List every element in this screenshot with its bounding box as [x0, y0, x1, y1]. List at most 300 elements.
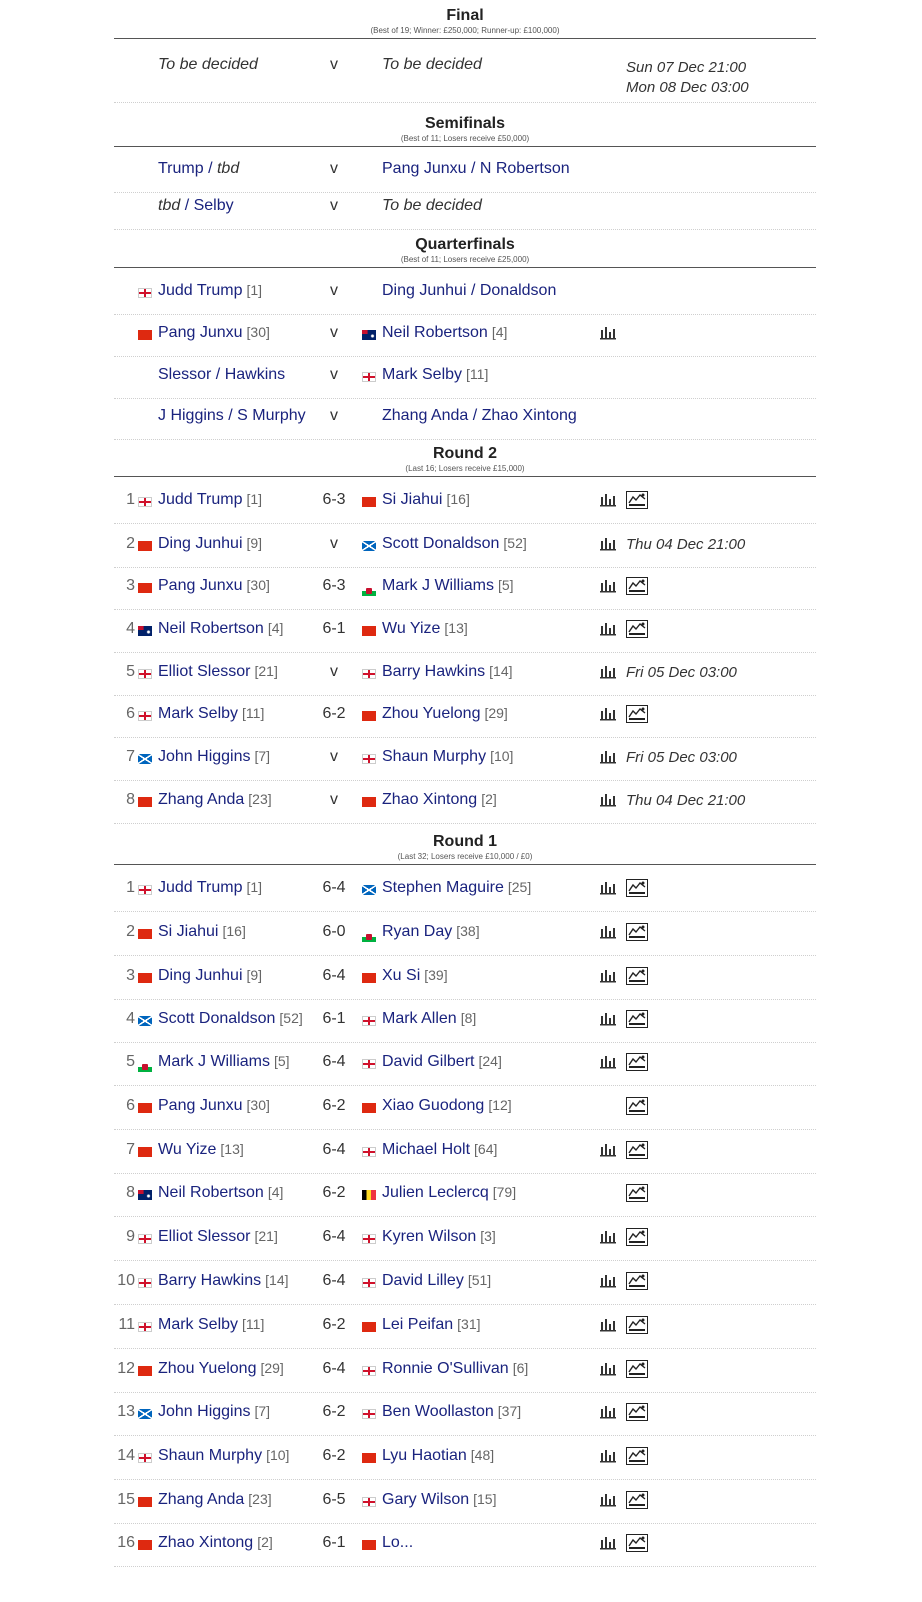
match-number: 6 [126, 705, 135, 722]
player1-seed: [23] [248, 1491, 272, 1507]
player1-label: Ding Junhui [158, 535, 243, 552]
player2-name[interactable] [382, 791, 497, 809]
player2-flag-icon [362, 797, 376, 807]
player2-flag-icon [362, 1278, 376, 1288]
match-number: 10 [117, 1272, 135, 1289]
player2-seed: [13] [444, 620, 468, 636]
player2-label: Zhou Yuelong [382, 705, 481, 722]
match-date-line: Thu 04 Dec 21:00 [626, 792, 746, 809]
player2-flag-icon [362, 1540, 376, 1550]
match-score: 6-2 [322, 705, 346, 722]
player2-flag-icon [362, 711, 376, 721]
player1-label: Mark Selby [158, 705, 239, 722]
player2-name[interactable] [382, 1491, 496, 1509]
frame-scores-icon[interactable] [626, 923, 648, 941]
player1-label: Scott Donaldson [158, 1010, 276, 1027]
match-row [114, 695, 816, 738]
player2-seed: [3] [480, 1228, 496, 1244]
player2-name[interactable] [382, 620, 468, 638]
player1-name[interactable] [158, 577, 270, 595]
player2-label: To be decided [382, 56, 482, 73]
player1-label: Neil Robertson [158, 1184, 264, 1201]
player2-label: David Lilley [382, 1272, 464, 1289]
match-number: 1 [126, 491, 135, 508]
player2-label: Lyu Haotian [382, 1447, 467, 1464]
match-number: 2 [126, 535, 135, 552]
player2-seed: [12] [488, 1097, 512, 1113]
player2-seed: [38] [456, 923, 480, 939]
player1-name-part: tbd [158, 197, 181, 214]
head-to-head-icon[interactable] [600, 969, 616, 983]
player1-flag-icon [138, 497, 152, 507]
head-to-head-icon[interactable] [600, 1449, 616, 1463]
player2-label: Si Jiahui [382, 491, 443, 508]
match-score: 6-4 [322, 1053, 346, 1070]
match-row [114, 869, 816, 912]
match-row [114, 187, 816, 230]
player1-name-part: / Selby [180, 197, 234, 214]
player1-name[interactable] [158, 535, 262, 553]
player1-name[interactable] [158, 324, 270, 342]
player1-name[interactable] [158, 1053, 290, 1071]
player2-label: Ronnie O'Sullivan [382, 1360, 509, 1377]
player1-seed: [21] [254, 663, 278, 679]
player2-name[interactable] [382, 1141, 497, 1159]
match-number: 4 [126, 1010, 135, 1027]
player1-flag-icon [138, 1409, 152, 1419]
match-number: 1 [126, 879, 135, 896]
player2-flag-icon [362, 1453, 376, 1463]
player1-label: Wu Yize [158, 1141, 217, 1158]
player1-flag-icon [138, 1016, 152, 1026]
player1-name[interactable] [158, 1010, 303, 1028]
head-to-head-icon[interactable] [600, 1012, 616, 1026]
match-score: v [330, 535, 338, 552]
player1-seed: [7] [254, 1403, 271, 1419]
player1-name[interactable] [158, 160, 239, 178]
round-header [114, 6, 816, 39]
player2-label: Michael Holt [382, 1141, 471, 1158]
head-to-head-icon[interactable] [600, 665, 616, 679]
frame-scores-icon[interactable] [626, 1360, 648, 1378]
player2-name[interactable] [382, 197, 482, 215]
player2-name[interactable] [382, 56, 482, 74]
frame-scores-icon[interactable] [626, 1097, 648, 1115]
player1-seed: [9] [246, 967, 263, 983]
head-to-head-icon[interactable] [600, 793, 616, 807]
match-row [114, 781, 816, 824]
match-score: v [330, 748, 338, 765]
player2-name[interactable] [382, 1360, 528, 1378]
match-row [114, 1131, 816, 1174]
player1-flag-icon [138, 669, 152, 679]
match-score: 6-4 [322, 1360, 346, 1377]
player2-flag-icon [362, 1059, 376, 1069]
match-score: 6-2 [322, 1447, 346, 1464]
frame-scores-icon[interactable] [626, 1184, 648, 1202]
player1-seed: [21] [254, 1228, 278, 1244]
player2-name[interactable] [382, 1403, 521, 1421]
player1-name[interactable] [158, 1491, 272, 1509]
match-row [114, 1437, 816, 1480]
head-to-head-icon[interactable] [600, 1230, 616, 1244]
player2-name[interactable] [382, 366, 488, 384]
player1-seed: [29] [260, 1360, 284, 1376]
round-title: Quarterfinals [415, 236, 515, 253]
player2-name[interactable] [382, 663, 513, 681]
player1-name[interactable] [158, 748, 270, 766]
match-score: 6-4 [322, 967, 346, 984]
player2-flag-icon [362, 1234, 376, 1244]
match-score: 6-4 [322, 1141, 346, 1158]
player2-name[interactable] [382, 967, 448, 985]
player1-name[interactable] [158, 197, 234, 215]
player1-name[interactable] [158, 1316, 264, 1334]
match-row [114, 397, 816, 440]
match-row [114, 567, 816, 610]
player2-flag-icon [362, 1366, 376, 1376]
player1-name[interactable] [158, 1447, 289, 1465]
match-row [114, 356, 816, 399]
player1-label: To be decided [158, 56, 258, 73]
match-row [114, 1393, 816, 1436]
player1-label: Zhao Xintong [158, 1534, 254, 1551]
player1-seed: [1] [246, 282, 263, 298]
player2-label: David Gilbert [382, 1053, 475, 1070]
match-number: 3 [126, 577, 135, 594]
match-score: 6-3 [322, 491, 346, 508]
player1-label: Mark Selby [158, 1316, 239, 1333]
player2-name[interactable] [382, 535, 527, 553]
round-title: Semifinals [424, 115, 506, 132]
player1-seed: [4] [267, 1184, 284, 1200]
head-to-head-icon[interactable] [600, 1274, 616, 1288]
match-number: 6 [126, 1097, 135, 1114]
match-score: v [330, 282, 338, 299]
frame-scores-icon[interactable] [626, 1491, 648, 1509]
head-to-head-icon[interactable] [600, 750, 616, 764]
player1-seed: [13] [220, 1141, 244, 1157]
frame-scores-icon[interactable] [626, 705, 648, 723]
player2-flag-icon [362, 932, 376, 942]
player1-name[interactable] [158, 663, 278, 681]
player1-flag-icon [138, 1062, 152, 1072]
match-number: 8 [126, 1184, 135, 1201]
player1-name[interactable] [158, 923, 246, 941]
match-row [114, 1087, 816, 1130]
round-header [114, 444, 816, 477]
player1-name[interactable] [158, 491, 262, 509]
player1-name[interactable] [158, 56, 258, 74]
frame-scores-icon[interactable] [626, 1447, 648, 1465]
match-date-line: Fri 05 Dec 03:00 [626, 749, 737, 766]
match-score: 6-2 [322, 1184, 346, 1201]
match-score: 6-4 [322, 879, 346, 896]
player2-label: Ding Junhui / Donaldson [382, 282, 557, 299]
player1-name[interactable] [158, 1360, 284, 1378]
player1-seed: [2] [257, 1534, 273, 1550]
head-to-head-icon[interactable] [600, 1318, 616, 1332]
player1-name[interactable] [158, 1534, 273, 1552]
player2-label: Shaun Murphy [382, 748, 487, 765]
match-row [114, 913, 816, 956]
player1-label: Elliot Slessor [158, 663, 251, 680]
match-date-line: Mon 08 Dec 03:00 [626, 79, 749, 96]
player2-seed: [31] [457, 1316, 481, 1332]
player2-name[interactable] [382, 923, 480, 941]
player1-flag-icon [138, 288, 152, 298]
player2-flag-icon [362, 497, 376, 507]
player2-label: Mark Allen [382, 1010, 457, 1027]
player2-name[interactable] [382, 282, 556, 300]
head-to-head-icon[interactable] [600, 1055, 616, 1069]
player1-flag-icon [138, 1278, 152, 1288]
match-score: 6-0 [322, 923, 346, 940]
match-score: 6-1 [322, 1534, 346, 1551]
player1-flag-icon [138, 711, 152, 721]
head-to-head-icon[interactable] [600, 1405, 616, 1419]
player2-flag-icon [362, 626, 376, 636]
round-subtitle: (Best of 11; Losers receive £25,000) [400, 255, 530, 264]
match-number: 14 [117, 1447, 135, 1464]
frame-scores-icon[interactable] [626, 1316, 648, 1334]
player1-label: John Higgins [158, 1403, 251, 1420]
player2-label: Barry Hawkins [382, 663, 486, 680]
player1-name[interactable] [158, 620, 283, 638]
player2-name[interactable] [382, 1010, 476, 1028]
player2-label: Neil Robertson [382, 324, 488, 341]
player2-label: Lo... [382, 1534, 414, 1551]
round-subtitle: (Last 32; Losers receive £10,000 / £0) [397, 852, 533, 861]
player2-name[interactable] [382, 879, 531, 897]
frame-scores-icon[interactable] [626, 577, 648, 595]
player1-name[interactable] [158, 1097, 270, 1115]
player1-name-part: / [203, 160, 217, 177]
player1-name[interactable] [158, 705, 264, 723]
head-to-head-icon[interactable] [600, 1536, 616, 1550]
player1-seed: [30] [246, 1097, 270, 1113]
player2-label: Kyren Wilson [382, 1228, 477, 1245]
player2-flag-icon [362, 1497, 376, 1507]
player1-label: J Higgins / S Murphy [158, 407, 306, 424]
player2-name[interactable] [382, 160, 570, 178]
match-datetime [626, 663, 737, 683]
player2-label: Gary Wilson [382, 1491, 470, 1508]
match-number: 12 [117, 1360, 135, 1377]
match-row [114, 653, 816, 696]
player2-name[interactable] [382, 407, 577, 425]
frame-scores-icon[interactable] [626, 1141, 648, 1159]
player2-name[interactable] [382, 1447, 494, 1465]
round-title: Round 1 [433, 833, 497, 850]
player1-seed: [10] [266, 1447, 290, 1463]
head-to-head-icon[interactable] [600, 1362, 616, 1376]
player1-flag-icon [138, 929, 152, 939]
player2-flag-icon [362, 330, 376, 340]
match-row [114, 481, 816, 524]
frame-scores-icon[interactable] [626, 491, 648, 509]
player2-label: Mark Selby [382, 366, 463, 383]
match-number: 8 [126, 791, 135, 808]
player2-label: Lei Peifan [382, 1316, 454, 1333]
head-to-head-icon[interactable] [600, 579, 616, 593]
player2-label: Stephen Maguire [382, 879, 504, 896]
frame-scores-icon[interactable] [626, 620, 648, 638]
player2-name[interactable] [382, 1534, 413, 1552]
player1-name[interactable] [158, 282, 262, 300]
match-row [114, 1043, 816, 1086]
player1-name[interactable] [158, 1272, 289, 1290]
player2-seed: [37] [497, 1403, 522, 1419]
player2-flag-icon [362, 669, 376, 679]
match-score: 6-4 [322, 1272, 346, 1289]
player1-name[interactable] [158, 967, 262, 985]
player1-name[interactable] [158, 407, 306, 425]
match-number: 9 [126, 1228, 135, 1245]
match-row [114, 738, 816, 781]
player2-seed: [5] [498, 577, 514, 593]
player1-name[interactable] [158, 366, 285, 384]
head-to-head-icon[interactable] [600, 537, 616, 551]
player2-seed: [48] [470, 1447, 495, 1463]
player1-seed: [30] [246, 324, 270, 340]
frame-scores-icon[interactable] [626, 1403, 648, 1421]
match-number: 7 [126, 748, 135, 765]
player1-label: John Higgins [158, 748, 251, 765]
player2-label: Wu Yize [382, 620, 441, 637]
player1-name[interactable] [158, 1228, 278, 1246]
player1-seed: [4] [267, 620, 284, 636]
match-datetime [626, 535, 745, 555]
player1-label: Judd Trump [158, 879, 243, 896]
player2-seed: [10] [490, 748, 514, 764]
player2-name[interactable] [382, 1184, 516, 1202]
player1-flag-icon [138, 1103, 152, 1113]
player1-label: Elliot Slessor [158, 1228, 251, 1245]
head-to-head-icon[interactable] [600, 707, 616, 721]
match-number: 13 [117, 1403, 135, 1420]
head-to-head-icon[interactable] [600, 881, 616, 895]
match-row [114, 1262, 816, 1305]
match-number: 15 [117, 1491, 135, 1508]
match-score: 6-2 [322, 1403, 346, 1420]
player2-seed: [16] [446, 491, 470, 507]
player2-name[interactable] [382, 491, 470, 509]
player2-seed: [29] [484, 705, 508, 721]
head-to-head-icon[interactable] [600, 493, 616, 507]
match-score: v [330, 160, 338, 177]
player1-label: Zhou Yuelong [158, 1360, 257, 1377]
player1-flag-icon [138, 1453, 152, 1463]
match-datetime [626, 748, 737, 768]
match-score: v [330, 197, 338, 214]
player2-name[interactable] [382, 577, 514, 595]
player1-flag-icon [138, 1147, 152, 1157]
player1-label: Si Jiahui [158, 923, 219, 940]
player1-seed: [14] [265, 1272, 289, 1288]
player2-name[interactable] [382, 705, 508, 723]
match-score: v [330, 407, 338, 424]
player2-label: Xu Si [382, 967, 421, 984]
match-row [114, 1350, 816, 1393]
player2-label: Pang Junxu / N Robertson [382, 160, 570, 177]
match-row [114, 272, 816, 315]
player2-name[interactable] [382, 1316, 481, 1334]
player2-seed: [52] [503, 535, 527, 551]
player2-label: Mark J Williams [382, 577, 494, 594]
player1-flag-icon [138, 1190, 152, 1200]
player2-seed: [39] [424, 967, 448, 983]
round-title: Final [446, 7, 484, 24]
player2-seed: [51] [467, 1272, 492, 1288]
player1-flag-icon [138, 626, 152, 636]
player1-flag-icon [138, 754, 152, 764]
round-header [114, 235, 816, 268]
player1-name-part: tbd [216, 160, 240, 177]
player2-seed: [14] [489, 663, 513, 679]
player1-label: Mark J Williams [158, 1053, 270, 1070]
frame-scores-icon[interactable] [626, 1053, 648, 1071]
head-to-head-icon[interactable] [600, 326, 616, 340]
player2-flag-icon [362, 1409, 376, 1419]
player1-label: Pang Junxu [158, 324, 243, 341]
player2-seed: [64] [474, 1141, 498, 1157]
player2-name[interactable] [382, 1272, 491, 1290]
match-row [114, 610, 816, 653]
match-score: 6-3 [322, 577, 346, 594]
frame-scores-icon[interactable] [626, 1228, 648, 1246]
player1-name[interactable] [158, 879, 262, 897]
match-number: 3 [126, 967, 135, 984]
player2-name[interactable] [382, 748, 513, 766]
match-date-line: Thu 04 Dec 21:00 [626, 536, 746, 553]
player2-seed: [8] [460, 1010, 477, 1026]
player1-name[interactable] [158, 1141, 244, 1159]
player1-name[interactable] [158, 1184, 283, 1202]
player2-flag-icon [362, 1147, 376, 1157]
player2-flag-icon [362, 541, 376, 551]
player1-seed: [1] [246, 879, 263, 895]
player2-flag-icon [362, 586, 376, 596]
player1-name[interactable] [158, 791, 272, 809]
frame-scores-icon[interactable] [626, 879, 648, 897]
frame-scores-icon[interactable] [626, 1534, 648, 1552]
player1-name[interactable] [158, 1403, 270, 1421]
head-to-head-icon[interactable] [600, 1493, 616, 1507]
player1-seed: [16] [222, 923, 246, 939]
player2-label: Ben Woollaston [382, 1403, 494, 1420]
frame-scores-icon[interactable] [626, 1272, 648, 1290]
player2-name[interactable] [382, 324, 507, 342]
head-to-head-icon[interactable] [600, 1143, 616, 1157]
frame-scores-icon[interactable] [626, 1010, 648, 1028]
player2-name[interactable] [382, 1053, 502, 1071]
player1-flag-icon [138, 1497, 152, 1507]
round-subtitle: (Best of 11; Losers receive £50,000) [400, 134, 530, 143]
round-header [114, 832, 816, 865]
match-score: v [330, 324, 338, 341]
match-score: v [330, 663, 338, 680]
player1-label: Barry Hawkins [158, 1272, 262, 1289]
frame-scores-icon[interactable] [626, 967, 648, 985]
match-score: 6-4 [322, 1228, 346, 1245]
head-to-head-icon[interactable] [600, 925, 616, 939]
player2-name[interactable] [382, 1228, 496, 1246]
head-to-head-icon[interactable] [600, 622, 616, 636]
player2-name[interactable] [382, 1097, 512, 1115]
player2-seed: [24] [478, 1053, 502, 1069]
player1-seed: [9] [246, 535, 263, 551]
